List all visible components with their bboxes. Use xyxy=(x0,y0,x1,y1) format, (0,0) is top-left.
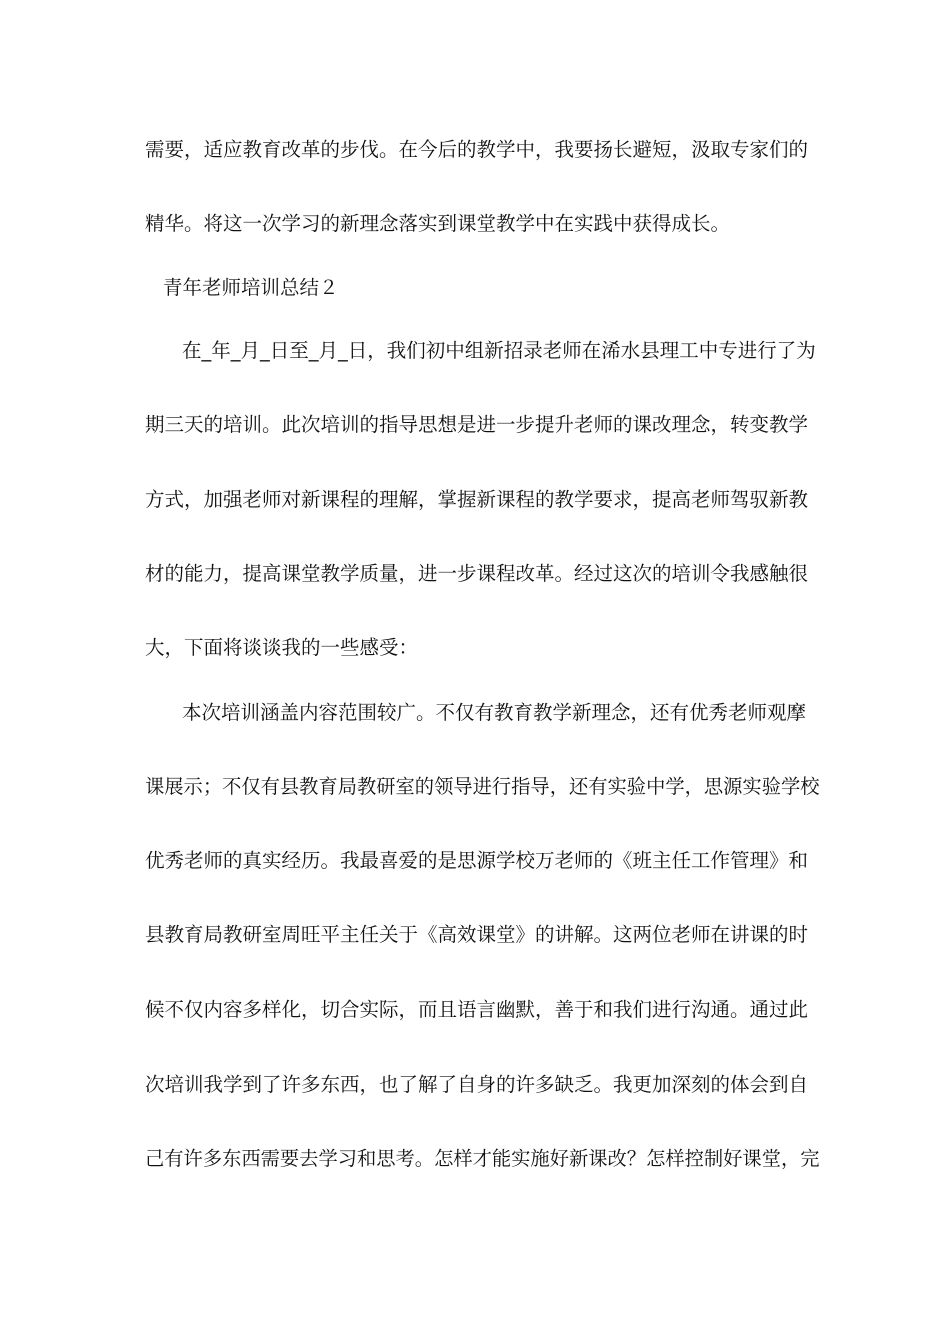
paragraph-line: 优秀老师的真实经历。我最喜爱的是思源学校万老师的《班主任工作管理》和 xyxy=(145,849,809,872)
paragraph-line: 次培训我学到了许多东西，也了解了自身的许多缺乏。我更加深刻的体会到自 xyxy=(145,1073,809,1096)
paragraph-line: 课展示；不仅有县教育局教研室的领导进行指导，还有实验中学，思源实验学校 xyxy=(145,775,820,798)
section-heading: 青年老师培训总结２ xyxy=(163,276,339,299)
paragraph-line: 己有许多东西需要去学习和思考。怎样才能实施好新课改？怎样控制好课堂，完 xyxy=(145,1147,820,1170)
paragraph-line: 候不仅内容多样化，切合实际，而且语言幽默，善于和我们进行沟通。通过此 xyxy=(145,998,809,1021)
paragraph-line: 在_年_月_日至_月_日，我们初中组新招录老师在浠水县理工中专进行了为 xyxy=(182,339,816,362)
paragraph-line: 材的能力，提高课堂教学质量，进一步课程改革。经过这次的培训令我感触很 xyxy=(145,562,809,585)
paragraph-line: 期三天的培训。此次培训的指导思想是进一步提升老师的课改理念，转变教学 xyxy=(145,413,809,436)
paragraph-line: 本次培训涵盖内容范围较广。不仅有教育教学新理念，还有优秀老师观摩 xyxy=(182,701,807,724)
paragraph-line: 大，下面将谈谈我的一些感受： xyxy=(145,636,419,659)
paragraph-line: 县教育局教研室周旺平主任关于《高效课堂》的讲解。这两位老师在讲课的时 xyxy=(145,923,809,946)
paragraph-line: 方式，加强老师对新课程的理解，掌握新课程的教学要求，提高老师驾驭新教 xyxy=(145,488,809,511)
paragraph-line: 精华。将这一次学习的新理念落实到课堂教学中在实践中获得成长。 xyxy=(145,212,731,235)
paragraph-line: 需要，适应教育改革的步伐。在今后的教学中，我要扬长避短，汲取专家们的 xyxy=(145,138,809,161)
